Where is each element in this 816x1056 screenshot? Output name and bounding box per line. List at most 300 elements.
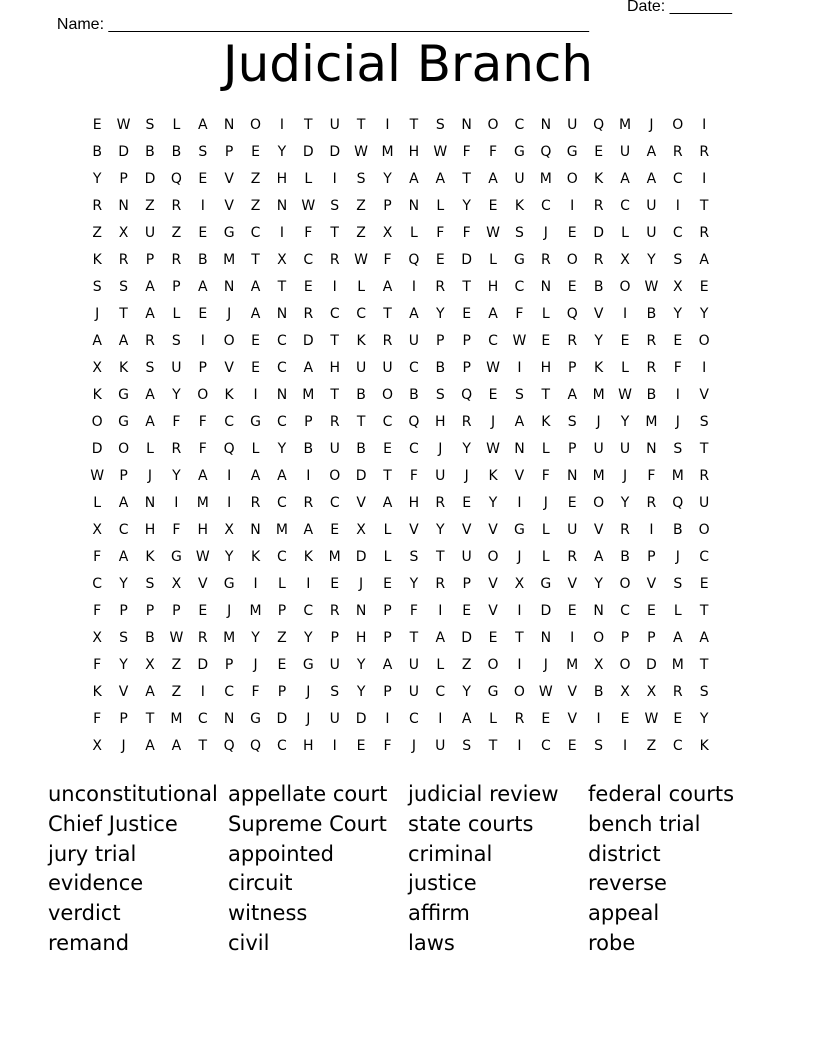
grid-letter: I: [411, 279, 416, 295]
grid-letter: W: [354, 252, 369, 268]
grid-letter: U: [619, 144, 631, 160]
grid-letter: I: [385, 117, 390, 133]
grid-letter: Q: [170, 171, 182, 187]
grid-letter: B: [435, 360, 446, 376]
grid-letter: U: [567, 117, 578, 133]
grid-letter: E: [462, 306, 472, 322]
grid-letter: N: [355, 603, 367, 619]
grid-letter: I: [200, 333, 205, 349]
grid-letter: V: [224, 360, 234, 376]
grid-letter: Y: [277, 144, 287, 160]
grid-letter: C: [672, 738, 683, 754]
grid-letter: S: [515, 225, 524, 241]
grid-letter: E: [567, 225, 577, 241]
grid-letter: F: [383, 738, 392, 754]
grid-letter: C: [540, 198, 551, 214]
grid-letter: T: [541, 387, 551, 403]
grid-letter: N: [514, 441, 525, 457]
grid-letter: T: [119, 306, 128, 322]
grid-letter: A: [250, 279, 261, 295]
grid-letter: U: [171, 360, 182, 376]
letter-grid: [84, 112, 744, 760]
grid-row: [84, 220, 744, 247]
grid-letter: R: [118, 252, 129, 268]
grid-letter: J: [147, 468, 153, 484]
grid-letter: W: [486, 441, 500, 457]
grid-letter: E: [92, 117, 102, 133]
grid-letter: H: [276, 171, 288, 187]
grid-letter: K: [118, 360, 129, 376]
grid-letter: V: [224, 171, 234, 187]
grid-letter: A: [303, 360, 314, 376]
grid-letter: E: [303, 279, 313, 295]
grid-letter: V: [567, 576, 578, 592]
grid-letter: F: [93, 657, 102, 673]
grid-letter: C: [672, 225, 683, 241]
grid-letter: E: [198, 603, 208, 619]
grid-letter: S: [145, 360, 155, 376]
grid-letter: U: [646, 198, 657, 214]
grid-letter: U: [435, 468, 446, 484]
grid-letter: U: [408, 333, 419, 349]
grid-letter: I: [253, 387, 258, 403]
grid-letter: N: [540, 117, 552, 133]
grid-letter: V: [118, 684, 129, 700]
grid-letter: Y: [673, 306, 683, 322]
grid-letter: J: [227, 603, 232, 619]
grid-row: [84, 355, 744, 382]
word-bank-item: remand: [48, 930, 130, 955]
word-bank-item: evidence: [48, 871, 144, 896]
grid-letter: P: [224, 144, 234, 160]
grid-letter: X: [277, 252, 287, 268]
grid-letter: T: [330, 387, 339, 403]
grid-letter: T: [383, 468, 392, 484]
grid-row: [84, 517, 744, 544]
grid-letter: C: [224, 684, 235, 700]
word-bank-item: unconstitutional: [48, 782, 218, 806]
grid-letter: C: [197, 711, 208, 727]
grid-row: [84, 571, 744, 598]
grid-letter: N: [276, 198, 288, 214]
grid-letter: R: [699, 468, 710, 484]
grid-letter: W: [486, 225, 500, 241]
grid-letter: U: [144, 225, 156, 241]
grid-letter: C: [620, 198, 630, 214]
grid-row: [84, 436, 744, 463]
grid-letter: Z: [171, 684, 182, 700]
grid-letter: A: [145, 414, 155, 430]
grid-letter: A: [250, 468, 261, 484]
word-bank-item: bench trial: [588, 811, 701, 836]
grid-letter: M: [381, 144, 394, 160]
grid-letter: T: [462, 279, 471, 295]
grid-letter: Y: [356, 657, 366, 673]
word-bank-item: Supreme Court: [228, 811, 387, 836]
grid-letter: P: [620, 630, 630, 646]
grid-letter: W: [644, 279, 659, 295]
grid-letter: D: [302, 333, 314, 349]
grid-letter: K: [594, 360, 604, 376]
grid-letter: I: [306, 576, 311, 592]
grid-letter: U: [329, 441, 340, 457]
grid-letter: Q: [540, 144, 552, 160]
grid-letter: U: [408, 684, 419, 700]
grid-letter: F: [251, 684, 260, 700]
grid-letter: O: [329, 468, 341, 484]
grid-letter: S: [119, 279, 129, 295]
grid-letter: N: [646, 441, 657, 457]
grid-letter: M: [302, 387, 315, 403]
grid-letter: D: [302, 144, 314, 160]
grid-letter: T: [330, 225, 339, 241]
grid-row: [84, 274, 744, 301]
grid-letter: Q: [250, 738, 262, 754]
grid-letter: X: [171, 576, 182, 592]
grid-letter: J: [490, 414, 496, 430]
grid-letter: T: [145, 711, 155, 727]
grid-letter: L: [621, 225, 629, 241]
grid-letter: N: [566, 468, 578, 484]
grid-letter: A: [435, 171, 446, 187]
grid-letter: R: [567, 333, 578, 349]
grid-letter: J: [622, 468, 628, 484]
grid-letter: P: [383, 684, 392, 700]
grid-letter: R: [699, 144, 710, 160]
grid-letter: N: [593, 603, 604, 619]
grid-letter: X: [92, 630, 102, 646]
grid-letter: X: [620, 684, 630, 700]
grid-letter: D: [355, 711, 367, 727]
grid-letter: Y: [594, 333, 603, 349]
grid-letter: U: [329, 711, 340, 727]
grid-letter: O: [698, 333, 710, 349]
grid-letter: C: [118, 522, 129, 538]
grid-letter: E: [567, 603, 577, 619]
grid-letter: F: [93, 603, 102, 619]
grid-letter: P: [119, 603, 128, 619]
grid-letter: O: [593, 630, 605, 646]
grid-letter: M: [618, 117, 632, 133]
grid-letter: T: [699, 198, 709, 214]
grid-letter: F: [409, 468, 418, 484]
grid-letter: O: [619, 279, 631, 295]
grid-letter: U: [646, 225, 657, 241]
grid-letter: Q: [223, 441, 235, 457]
grid-letter: T: [699, 657, 709, 673]
grid-letter: P: [224, 657, 234, 673]
grid-letter: Y: [647, 252, 656, 268]
grid-letter: X: [672, 279, 683, 295]
grid-letter: O: [118, 441, 130, 457]
grid-letter: E: [356, 738, 366, 754]
grid-letter: T: [198, 738, 208, 754]
grid-letter: C: [435, 684, 446, 700]
grid-letter: L: [489, 711, 497, 727]
grid-letter: R: [646, 333, 657, 349]
grid-letter: W: [301, 198, 316, 214]
grid-letter: H: [355, 630, 367, 646]
grid-letter: E: [251, 144, 260, 160]
grid-letter: Y: [383, 171, 392, 187]
grid-letter: X: [92, 360, 102, 376]
grid-letter: D: [461, 630, 473, 646]
grid-letter: G: [514, 522, 525, 538]
grid-letter: E: [594, 144, 604, 160]
grid-letter: N: [223, 279, 235, 295]
grid-letter: E: [383, 576, 392, 592]
grid-letter: C: [277, 549, 287, 565]
grid-letter: A: [145, 387, 155, 403]
grid-letter: W: [486, 360, 500, 376]
grid-letter: R: [171, 441, 182, 457]
grid-letter: I: [517, 657, 522, 673]
grid-letter: A: [250, 306, 261, 322]
grid-letter: B: [356, 441, 366, 457]
grid-letter: S: [462, 738, 472, 754]
grid-letter: D: [593, 225, 604, 241]
grid-letter: T: [383, 306, 392, 322]
grid-letter: A: [92, 333, 102, 349]
grid-letter: P: [172, 279, 181, 295]
grid-letter: A: [382, 495, 393, 511]
grid-letter: R: [672, 144, 683, 160]
grid-letter: F: [515, 306, 524, 322]
grid-letter: Z: [461, 657, 472, 673]
grid-letter: R: [593, 198, 604, 214]
grid-letter: Q: [593, 117, 605, 133]
grid-letter: C: [382, 414, 393, 430]
grid-letter: L: [383, 549, 392, 565]
word-bank-item: federal courts: [588, 782, 735, 806]
grid-letter: J: [95, 306, 100, 322]
grid-letter: Z: [277, 630, 287, 646]
grid-letter: G: [566, 144, 578, 160]
grid-letter: J: [596, 414, 601, 430]
grid-letter: L: [541, 549, 550, 565]
grid-letter: W: [512, 333, 527, 349]
grid-letter: K: [303, 549, 313, 565]
grid-letter: E: [277, 657, 287, 673]
grid-letter: R: [461, 414, 472, 430]
grid-letter: S: [92, 279, 102, 295]
grid-letter: N: [540, 279, 552, 295]
grid-letter: L: [436, 198, 445, 214]
grid-letter: M: [223, 252, 236, 268]
grid-letter: U: [514, 171, 525, 187]
grid-letter: I: [702, 117, 707, 133]
page-title: Judicial Branch: [222, 35, 594, 93]
grid-letter: E: [198, 171, 208, 187]
grid-letter: C: [514, 117, 525, 133]
grid-letter: B: [672, 522, 683, 538]
grid-letter: C: [224, 414, 235, 430]
grid-letter: B: [593, 279, 604, 295]
grid-letter: F: [462, 144, 471, 160]
grid-letter: Z: [250, 171, 261, 187]
grid-row: [84, 490, 744, 517]
grid-letter: A: [118, 333, 129, 349]
grid-letter: X: [118, 225, 129, 241]
grid-letter: S: [515, 387, 524, 403]
grid-letter: Y: [92, 171, 102, 187]
grid-letter: T: [330, 333, 339, 349]
grid-letter: N: [276, 387, 288, 403]
grid-letter: E: [435, 252, 445, 268]
grid-letter: R: [303, 306, 314, 322]
grid-letter: I: [517, 738, 522, 754]
grid-letter: N: [276, 306, 288, 322]
grid-letter: T: [409, 630, 419, 646]
grid-letter: O: [487, 117, 499, 133]
grid-letter: C: [699, 549, 710, 565]
grid-letter: A: [145, 306, 155, 322]
grid-letter: Y: [462, 198, 471, 214]
grid-letter: D: [355, 468, 367, 484]
grid-letter: J: [543, 495, 548, 511]
grid-letter: R: [171, 198, 182, 214]
grid-letter: I: [227, 495, 232, 511]
grid-letter: D: [197, 657, 209, 673]
grid-letter: A: [593, 549, 604, 565]
grid-letter: E: [198, 306, 208, 322]
grid-letter: M: [592, 387, 605, 403]
grid-letter: R: [197, 630, 208, 646]
grid-letter: P: [462, 576, 471, 592]
grid-letter: T: [409, 117, 419, 133]
grid-letter: H: [435, 414, 446, 430]
header: [48, 0, 748, 33]
grid-letter: N: [223, 711, 235, 727]
grid-letter: I: [517, 603, 522, 619]
grid-letter: S: [435, 117, 445, 133]
grid-letter: P: [119, 171, 128, 187]
grid-letter: U: [699, 495, 710, 511]
grid-letter: Q: [566, 306, 578, 322]
grid-letter: C: [408, 441, 419, 457]
grid-letter: P: [330, 630, 339, 646]
grid-letter: K: [541, 414, 551, 430]
grid-letter: F: [673, 360, 682, 376]
grid-row: [84, 139, 744, 166]
grid-letter: M: [170, 711, 183, 727]
grid-letter: V: [514, 468, 525, 484]
grid-letter: Y: [435, 306, 445, 322]
word-bank-item: judicial review: [408, 782, 559, 806]
grid-letter: K: [224, 387, 234, 403]
grid-letter: S: [330, 198, 340, 214]
grid-letter: S: [330, 684, 340, 700]
grid-letter: V: [567, 684, 578, 700]
grid-letter: T: [488, 738, 498, 754]
grid-letter: R: [92, 198, 103, 214]
grid-letter: Z: [171, 657, 182, 673]
grid-row: [84, 112, 744, 139]
grid-letter: F: [198, 441, 207, 457]
grid-letter: C: [303, 603, 314, 619]
grid-letter: F: [647, 468, 656, 484]
grid-letter: B: [145, 144, 155, 160]
grid-letter: P: [568, 360, 577, 376]
grid-letter: A: [620, 171, 630, 187]
grid-letter: D: [91, 441, 103, 457]
grid-letter: A: [699, 252, 709, 268]
grid-letter: L: [278, 576, 286, 592]
grid-letter: B: [197, 252, 208, 268]
grid-letter: Z: [356, 198, 366, 214]
grid-letter: T: [462, 171, 471, 187]
grid-letter: E: [673, 711, 683, 727]
grid-letter: V: [646, 576, 657, 592]
word-bank: [48, 780, 788, 959]
grid-letter: P: [198, 360, 207, 376]
grid-letter: Y: [462, 441, 471, 457]
grid-letter: D: [329, 144, 341, 160]
grid-letter: O: [698, 522, 710, 538]
grid-letter: Y: [224, 549, 234, 565]
grid-letter: B: [171, 144, 182, 160]
grid-letter: E: [462, 495, 472, 511]
grid-letter: M: [249, 603, 262, 619]
word-bank-item: laws: [408, 930, 455, 955]
grid-letter: A: [382, 279, 393, 295]
grid-letter: X: [356, 522, 366, 538]
grid-letter: W: [618, 387, 632, 403]
grid-letter: H: [408, 495, 420, 511]
grid-letter: W: [354, 144, 369, 160]
grid-letter: F: [462, 225, 471, 241]
grid-letter: B: [145, 630, 155, 646]
grid-letter: I: [332, 738, 337, 754]
grid-letter: O: [487, 657, 499, 673]
grid-letter: A: [514, 414, 525, 430]
grid-letter: E: [567, 738, 577, 754]
grid-letter: Y: [699, 711, 709, 727]
grid-letter: D: [355, 549, 367, 565]
grid-letter: U: [619, 441, 631, 457]
grid-letter: X: [92, 522, 102, 538]
grid-letter: Z: [250, 198, 261, 214]
grid-letter: T: [277, 279, 287, 295]
grid-letter: Y: [488, 495, 498, 511]
word-bank-item: robe: [588, 930, 636, 955]
grid-letter: Y: [304, 630, 313, 646]
grid-letter: A: [488, 306, 498, 322]
grid-letter: B: [646, 306, 657, 322]
grid-letter: F: [172, 414, 181, 430]
grid-letter: B: [356, 387, 366, 403]
grid-letter: I: [438, 603, 443, 619]
grid-letter: X: [593, 657, 604, 673]
grid-letter: P: [145, 252, 155, 268]
grid-letter: I: [702, 171, 707, 187]
grid-letter: G: [118, 387, 130, 403]
grid-row: [84, 706, 744, 733]
grid-letter: O: [91, 414, 103, 430]
grid-letter: A: [197, 468, 208, 484]
grid-letter: O: [672, 117, 684, 133]
grid-letter: T: [356, 414, 366, 430]
grid-letter: P: [462, 333, 471, 349]
grid-letter: A: [197, 279, 208, 295]
grid-row: [84, 679, 744, 706]
grid-letter: R: [329, 252, 340, 268]
grid-letter: O: [197, 387, 209, 403]
grid-letter: K: [92, 252, 102, 268]
grid-letter: B: [409, 387, 419, 403]
grid-letter: J: [253, 657, 258, 673]
date-field-label: Date: _______: [627, 0, 732, 15]
